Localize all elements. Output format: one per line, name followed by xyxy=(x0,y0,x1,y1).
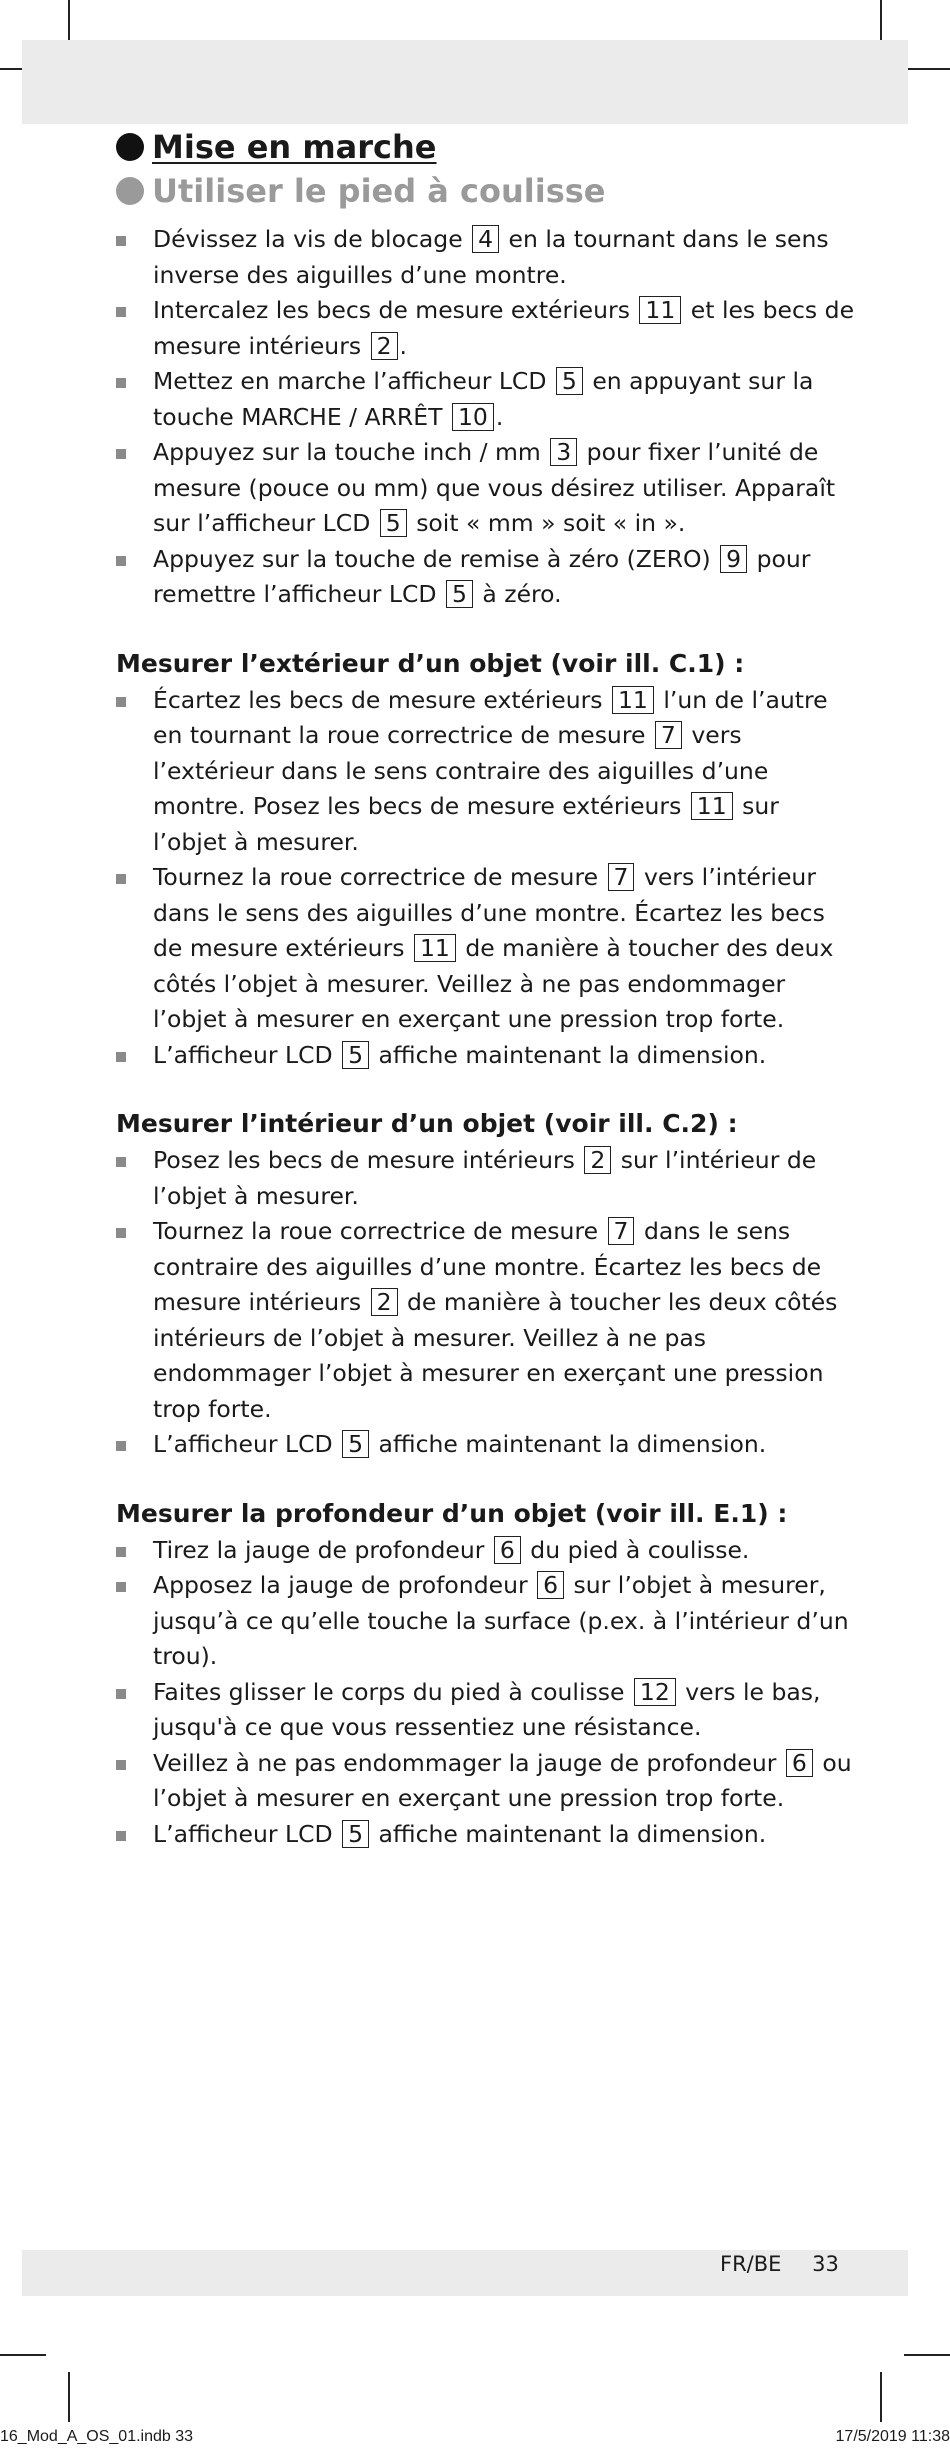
item-text: et les becs de mesure intérieurs xyxy=(153,296,855,360)
list-item xyxy=(116,1746,856,1817)
list-item xyxy=(116,1038,856,1074)
slug-date: 17/5/2019 11:38 xyxy=(835,2428,950,2445)
list-item xyxy=(116,542,856,613)
item-text: de manière à toucher des deux côtés l’objet à mesurer. Veillez à ne pas endommager l’objet à mesurer en exerçant une pression trop forte. xyxy=(153,934,834,1033)
list-item xyxy=(116,222,856,293)
list-item xyxy=(116,293,856,364)
part-number-label: 11 xyxy=(414,934,456,962)
part-number-label: 7 xyxy=(608,1217,635,1245)
part-number-label: 5 xyxy=(342,1041,369,1069)
page-subtitle: Utiliser le pied à coulisse xyxy=(116,170,856,212)
intro-list xyxy=(116,222,856,613)
part-number-label: 11 xyxy=(691,792,733,820)
item-text: . xyxy=(399,331,408,360)
part-number-label: 3 xyxy=(550,438,577,466)
part-number-label: 5 xyxy=(446,580,473,608)
page-number: 33 xyxy=(812,2252,839,2276)
item-text: vers l’intérieur dans le sens des aiguilles d’une montre. Écartez les becs de mesure extérieurs xyxy=(153,863,825,962)
section-list xyxy=(116,1533,856,1853)
item-text: Appuyez sur la touche inch / mm xyxy=(153,438,549,466)
part-number-label: 10 xyxy=(452,403,494,431)
footer-lang: FR/BE xyxy=(720,2252,782,2276)
list-item xyxy=(116,1143,856,1214)
section-title: Mesurer la profondeur d’un objet (voir ill. E.1) : xyxy=(116,1498,788,1528)
item-text: Écartez les becs de mesure extérieurs xyxy=(153,685,610,714)
part-number-label: 6 xyxy=(494,1536,521,1564)
bullet-dot-icon xyxy=(116,133,144,161)
item-text: Tournez la roue correctrice de mesure xyxy=(153,863,606,891)
item-text: Posez les becs de mesure intérieurs xyxy=(153,1146,583,1174)
part-number-label: 5 xyxy=(342,1820,369,1848)
page-title: Mise en marche xyxy=(116,126,856,168)
list-item xyxy=(116,435,856,542)
item-text: Mettez en marche l’afficheur LCD xyxy=(153,367,554,395)
item-text: . xyxy=(495,402,504,431)
item-text: L’afficheur LCD xyxy=(153,1430,341,1458)
part-number-label: 2 xyxy=(371,1288,398,1316)
item-text: ou l’objet à mesurer en exerçant une pression trop forte. xyxy=(153,1748,852,1812)
section-title: Mesurer l’extérieur d’un objet (voir ill. C.1) : xyxy=(116,648,745,678)
part-number-label: 7 xyxy=(655,721,682,749)
item-text: Appuyez sur la touche de remise à zéro (ZERO) xyxy=(153,544,719,573)
list-item xyxy=(116,683,856,861)
item-text: en la tournant dans le sens inverse des aiguilles d’une montre. xyxy=(153,225,829,289)
item-text: vers le bas, jusqu'à ce que vous ressentiez une résistance. xyxy=(153,1677,821,1741)
list-item xyxy=(116,1214,856,1427)
part-number-label: 5 xyxy=(556,367,583,395)
bullet-dot-icon xyxy=(116,177,144,205)
item-text: pour remettre l’afficheur LCD xyxy=(153,544,811,608)
item-text: de manière à toucher les deux côtés intérieurs de l’objet à mesurer. Veillez à ne pas endommager l’objet à mesurer en exerçant une pression trop forte. xyxy=(153,1288,838,1423)
part-number-label: 6 xyxy=(537,1571,564,1599)
list-item xyxy=(116,364,856,435)
sections xyxy=(116,647,856,1853)
slug-filename: 16_Mod_A_OS_01.indb 33 xyxy=(0,2428,194,2445)
list-item xyxy=(116,1427,856,1463)
item-text: affiche maintenant la dimension. xyxy=(371,1040,767,1069)
list-item xyxy=(116,1817,856,1853)
list-item xyxy=(116,860,856,1038)
list-item xyxy=(116,1675,856,1746)
part-number-label: 4 xyxy=(472,225,499,253)
item-text: Faites glisser le corps du pied à coulisse xyxy=(153,1677,632,1706)
part-number-label: 9 xyxy=(720,545,747,573)
part-number-label: 7 xyxy=(608,863,635,891)
part-number-label: 12 xyxy=(634,1678,676,1706)
crop-mark xyxy=(904,68,950,70)
page-content xyxy=(116,126,856,1852)
item-text: l’un de l’autre en tournant la roue correctrice de mesure xyxy=(153,685,828,749)
item-text: soit « mm » soit « in ». xyxy=(408,509,686,537)
item-text: pour fixer l’unité de mesure (pouce ou mm) que vous désirez utiliser. Apparaît sur l’afficheur LCD xyxy=(153,438,836,537)
header-band xyxy=(22,40,908,124)
item-text: Intercalez les becs de mesure extérieurs xyxy=(153,296,638,324)
part-number-label: 11 xyxy=(612,686,654,714)
item-text: vers l’extérieur dans le sens contraire des aiguilles d’une montre. Posez les becs de mesure extérieurs xyxy=(153,721,769,820)
item-text: en appuyant sur la touche MARCHE / ARRÊT xyxy=(153,367,814,431)
part-number-label: 5 xyxy=(380,509,407,537)
crop-mark xyxy=(0,2354,46,2356)
part-number-label: 11 xyxy=(639,296,681,324)
footer xyxy=(720,2252,839,2276)
part-number-label: 6 xyxy=(786,1749,813,1777)
item-text: du pied à coulisse. xyxy=(522,1535,750,1564)
item-text: à zéro. xyxy=(474,580,562,608)
crop-mark xyxy=(68,2372,70,2422)
item-text: sur l’objet à mesurer. xyxy=(153,792,779,856)
part-number-label: 5 xyxy=(342,1430,369,1458)
item-text: Dévissez la vis de blocage xyxy=(153,225,471,253)
item-text: dans le sens contraire des aiguilles d’une montre. Écartez les becs de mesure intérieurs xyxy=(153,1217,822,1316)
list-item xyxy=(116,1568,856,1675)
item-text: affiche maintenant la dimension. xyxy=(371,1430,767,1458)
part-number-label: 2 xyxy=(584,1146,611,1174)
item-text: Tournez la roue correctrice de mesure xyxy=(153,1217,606,1245)
item-text: affiche maintenant la dimension. xyxy=(371,1819,767,1848)
part-number-label: 2 xyxy=(371,332,398,360)
section-title: Mesurer l’intérieur d’un objet (voir ill. C.2) : xyxy=(116,1109,738,1138)
section-list xyxy=(116,1143,856,1463)
item-text: Veillez à ne pas endommager la jauge de profondeur xyxy=(153,1748,784,1777)
item-text: Tirez la jauge de profondeur xyxy=(153,1535,492,1564)
item-text: sur l’intérieur de l’objet à mesurer. xyxy=(153,1146,817,1210)
list-item xyxy=(116,1533,856,1569)
item-text: sur l’objet à mesurer, jusqu’à ce qu’elle touche la surface (p.ex. à l’intérieur d’un trou). xyxy=(153,1571,849,1670)
item-text: L’afficheur LCD xyxy=(153,1040,341,1069)
item-text: Apposez la jauge de profondeur xyxy=(153,1571,536,1599)
item-text: L’afficheur LCD xyxy=(153,1819,341,1848)
crop-mark xyxy=(904,2354,950,2356)
crop-mark xyxy=(880,2372,882,2422)
section-list xyxy=(116,683,856,1074)
